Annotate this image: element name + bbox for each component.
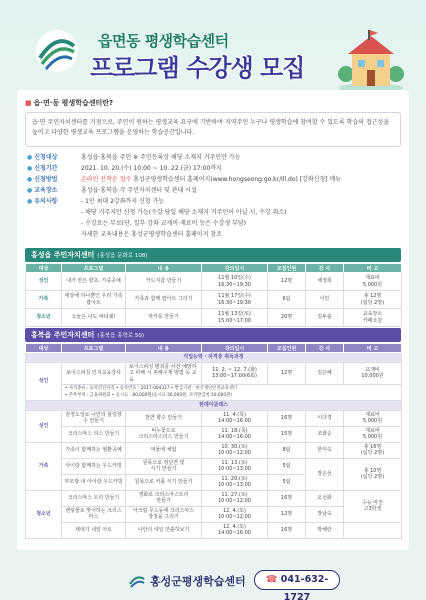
- table-row: 청소년 크리스마스 트리 만들기 생화로 크리스마스트리 만들기 11. 27.(토) 10:00~12:00 16명 오선화 수능 마친 고3학생: [26, 490, 402, 506]
- table-row: 가족 가족이 함께하는 필환공예 먹물에 체험 10. 30.(토) 10:00~12:00 8팀 한미옥 총 16명 (팀당 2명): [26, 442, 402, 458]
- info-row-notes: ● 유의사항 - 1인 최대 2강좌까지 신청 가능: [27, 198, 165, 205]
- group-row: 직업능력 · 자격증 취득과정: [26, 353, 402, 363]
- info-row-period: ● 신청기간 2021. 10. 20.(수) 10:00 ~ 10. 22.(금) 17:00까지: [27, 165, 222, 172]
- section-hongseong: 홍성읍 주민자치센터 (홍성읍 문화로 108): [25, 248, 401, 262]
- footer-phone[interactable]: ☎ 041-632-1727: [254, 570, 340, 590]
- info-row-note2: - 해당 거주지만 신청 가능(수강 당일 해당 소재지 거주민이 아닐 시, 수강 취소): [81, 209, 287, 216]
- table-row: 성인 보이스피싱 인지교육강사 보이스피싱 범죄를 사전 예방하고 피해 시 피해구제 방법 등 교육 11. 2. ~ 12. 7.(화) 13:00~17:00(6회) 12명 김은혜 교재비 10,000원: [26, 362, 402, 385]
- group-row: 원데이클래스: [26, 401, 402, 411]
- hongbuk-program-table: [25, 343, 402, 539]
- info-row-method: ● 신청방법 온라인 선착순 접수 홍성군평생학습센터 홈페이지(www.hongseong.go.kr/lll.do) [강좌신청] 메뉴: [27, 176, 342, 183]
- intro-description: 읍·면 주민자치센터를 거점으로, 주민이 원하는 평생교육 요구에 기반하여 지역주민 누구나 평생학습에 참여할 수 있도록 학습의 접근성을 높이고 다양한 평생교육 프로그램을 운영하는 학습공간입니다.: [25, 112, 401, 147]
- header-subtitle: 읍면동 평생학습센터: [98, 32, 229, 50]
- info-row-place: ● 교육장소 홍성읍·홍북읍 각 주민자치센터 및 관내 시설: [27, 187, 197, 194]
- table-row: 새내기 네일 아트 나만의 네일 연출하보기 12. 4.(토) 14:00~16:00 16명 박혜란: [26, 522, 402, 538]
- section-hongbuk: 홍북읍 주민자치센터 (홍북읍 홍학로 50): [25, 328, 401, 342]
- footer-logo-icon: [128, 572, 146, 590]
- table-row-extra: • 자격종류 : 등록민간자격 • 등록번호 : 2017-004317 • 발급기관 : 한국재난안전교육센터 • 주무부처 : 금융위원회 • 응시료 : 80,000원(응시료 30,000원, 자격발급비 50,000원): [26, 385, 402, 401]
- table-row: 청소년 오늘은 나도 파티쉐! 마카롱 만들기 11월 13일(토) 15:00~17:00 20명 김두출 교육장소 카페오감: [26, 309, 402, 327]
- info-row-note4: 자세한 교육내용은 홍성군평생학습센터 홈페이지 참조: [81, 231, 222, 238]
- hongseong-program-table: [25, 263, 402, 327]
- table-row: 아이랑 함께하는 우드카빙 원목으로 정년견 및 식기 만들기 11. 13.(토) 10:00~13:00 5팀 장은선 총 10명 (팀당 2명): [26, 458, 402, 474]
- header: [0, 0, 426, 100]
- intro-question: ■ 읍·면·동 평생학습센터란?: [25, 99, 114, 107]
- content-card: [17, 90, 409, 550]
- footer: [0, 560, 426, 600]
- table-row: 부모랑 내 아이랑 우드카빙 원목으로 커플 식기 만들기 11. 20.(토) 10:00~13:00 5팀: [26, 474, 402, 490]
- info-list: [27, 152, 399, 240]
- table-row: 성인 내가 만든 향초, 가죽공예 카드지갑 만들기 11월 10일(수) 16:30~19:30 12명 채정희 재료비 5,000원: [26, 273, 402, 291]
- footer-center-name: 홍성군평생학습센터: [150, 575, 246, 588]
- table-row: 가족 세상에 하나뿐인 우리 가족 팝아트 가족과 함께 팝아트 그리기 11월 17일(수) 16:30~19:30 6팀 이민 총 12명 (팀당 2명): [26, 291, 402, 309]
- table-row: 크리스마스 리스 만들기 비누꽃으로 크리스마스리스 만들기 11. 18.(목) 14:00~16:00 15명 조화순 재료비 5,000원: [26, 426, 402, 442]
- phone-icon: ☎: [265, 574, 281, 585]
- info-row-note3: - 수강료는 무료(단, 일부 강좌 교재비·재료비 등은 수강생 부담): [81, 220, 247, 227]
- school-building-icon: [338, 24, 404, 94]
- header-title: 프로그램 수강생 모집: [90, 54, 305, 82]
- table-header-row: 대상 프로그램 내 용 강의일시 모집인원 강 사 비 고: [26, 344, 402, 353]
- center-logo-icon: [34, 28, 80, 74]
- table-row: 캔팅물로 맞이하는 크리스마스 아크릴 무드등에 크리스마스 장정을 그리기 12. 4.(토) 10:00~12:00 12명 장남숙: [26, 506, 402, 522]
- table-header-row: 대상 프로그램 내 용 강의일시 모집인원 강 사 비 고: [26, 264, 402, 273]
- info-row-target: ● 신청대상 홍성읍·홍북읍 주민 ※ 주민등록상 해당 소재지 거주민만 가능: [27, 154, 241, 161]
- table-row: 성인 감정오일로 나만의 힐링향수 만들기 천연 향수 만들기 11. 4.(목) 14:00~16:00 16명 이다경 재료비 5,000원: [26, 410, 402, 426]
